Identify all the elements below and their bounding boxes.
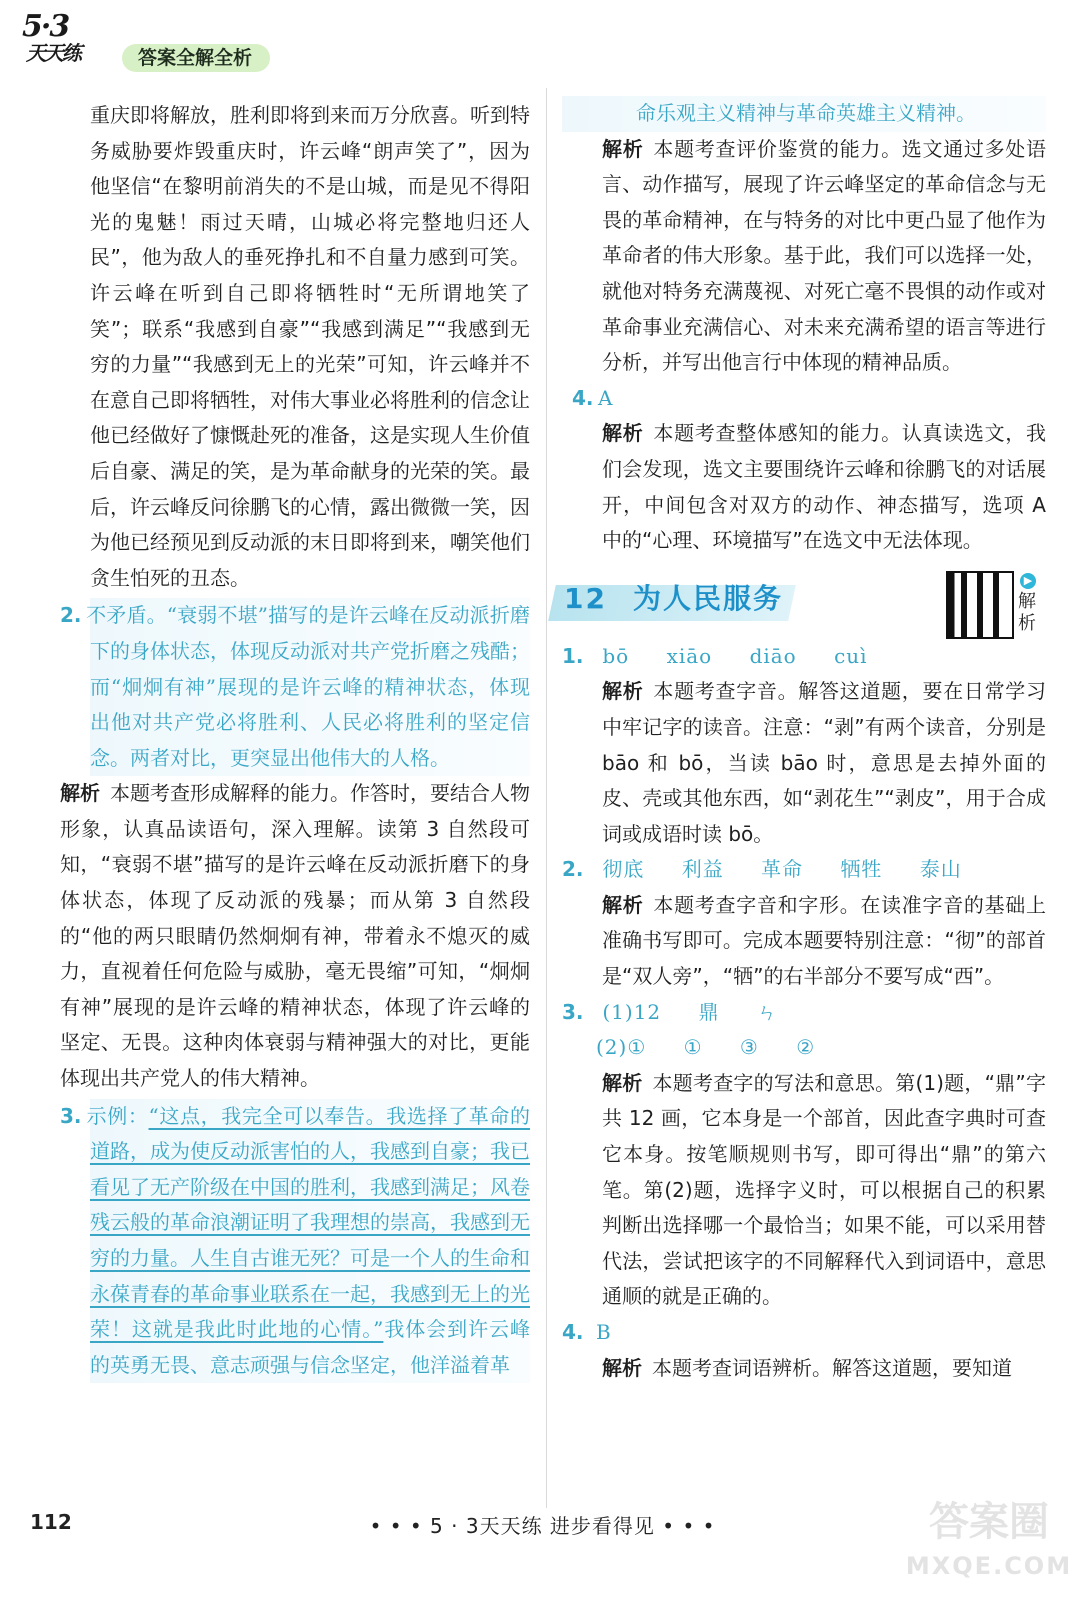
q3-answer-rest: 我体会到许云峰的英勇无畏、意志顽强与信念坚定，他洋溢着革 xyxy=(90,1317,530,1377)
q2-analysis-label: 解析 xyxy=(60,781,100,806)
s3-analysis xyxy=(562,1066,1046,1315)
brand-logo xyxy=(22,9,114,70)
q3-answer-block xyxy=(60,1099,531,1384)
s2-number: 2. xyxy=(562,857,584,882)
word-item: 牺牲 xyxy=(840,857,883,882)
left-column xyxy=(60,98,531,1383)
word-item: 利益 xyxy=(681,857,724,882)
q3-answer-continued: 命乐观主义精神与革命英雄主义精神。 xyxy=(562,96,1046,132)
s3-number: 3. xyxy=(562,999,584,1024)
section-heading xyxy=(552,571,1046,634)
q2-answer: 不矛盾。“衰弱不堪”描写的是许云峰在反动派折磨下的身体状态，体现反动派对共产党折磨之残酷；而“炯炯有神”展现的是许云峰的精神状态，体现出他对共产党必将胜利、人民必将胜利的坚定信念。两者对比，更突显出他伟大的人格。 xyxy=(86,603,530,770)
q2-analysis xyxy=(60,776,530,1096)
header-tag: 答案全解全析 xyxy=(122,44,270,72)
s3-item: ㄣ xyxy=(756,999,778,1024)
column-divider xyxy=(546,88,547,1508)
q2-analysis-text: 本题考查形成解释的能力。作答时，要结合人物形象，认真品读语句，深入理解。读第 3 自然段可知，“衰弱不堪”描写的是许云峰在反动派折磨下的身体状态，体现了反动派的残暴；而从第 3 自然段的“他的两只眼睛仍然炯炯有神，带着永不熄灭的威力，直视着任何危险与威胁，毫无畏缩”可知，“炯炯有神”展现的是许云峰的精神状态，体现了许云峰的坚定、无畏。这种肉体衰弱与精神强大的对比，更能体现出共产党人的伟大精神。 xyxy=(60,781,530,1091)
section-number: 12 xyxy=(564,581,607,615)
section-name: 为人民服务 xyxy=(632,581,783,615)
word-item: 彻底 xyxy=(602,857,645,882)
s1-number: 1. xyxy=(562,643,584,668)
s4-analysis xyxy=(562,1351,1046,1387)
s3-analysis-text: 本题考查字的写法和意思。第(1)题，“鼎”字共 12 画，它本身是一个部首，因此查字典时可查它本身。按笔顺规则书写，即可得出“鼎”的第六笔。第(2)题，选择字义时，可以根据自己的积累判断出选择哪一个最恰当；如果不能，可以采用替代法，尝试把该字的不同解释代入到词语中，意思通顺的就是正确的。 xyxy=(602,1070,1047,1309)
q4-answer-block xyxy=(562,381,1046,417)
s2-analysis-label: 解析 xyxy=(602,892,644,917)
q4-analysis xyxy=(562,416,1046,558)
qr-label: ▶ 解析 xyxy=(1018,573,1036,634)
q3-analysis-text: 本题考查评价鉴赏的能力。选文通过多处语言、动作描写，展现了许云峰坚定的革命信念与无畏的革命精神，在与特务的对比中更凸显了他作为革命者的伟大形象。基于此，我们可以选择一处，就他对特务充满蔑视、对死亡毫不畏惧的动作或对革命事业充满信心、对未来充满希望的语言等进行分析，并写出他言行中体现的精神品质。 xyxy=(602,136,1047,375)
word-item: 革命 xyxy=(761,857,804,882)
s2-analysis xyxy=(562,888,1046,995)
q4-number: 4. xyxy=(572,385,594,410)
pinyin-item: bō xyxy=(602,643,630,668)
pinyin-item: cuì xyxy=(834,643,868,668)
watermark-line2: MXQE.COM xyxy=(905,1552,1073,1580)
q2-number: 2. xyxy=(60,603,82,628)
s3-answer-line1 xyxy=(562,995,1046,1031)
pinyin-item: diāo xyxy=(749,643,797,668)
q3-number: 3. xyxy=(60,1103,82,1128)
q2-answer-block xyxy=(60,598,530,776)
pinyin-item: xiāo xyxy=(666,643,713,668)
page-header xyxy=(22,9,322,74)
s4-answer-block xyxy=(562,1315,1046,1351)
watermark-line1: 答案圈 xyxy=(929,1499,1049,1545)
s3-line1 xyxy=(602,1000,808,1024)
word-item: 泰山 xyxy=(919,857,962,882)
q3-analysis xyxy=(562,132,1046,381)
s1-pinyin xyxy=(602,644,897,668)
qr-code[interactable] xyxy=(946,571,1014,639)
s1-analysis xyxy=(562,674,1046,852)
s1-analysis-label: 解析 xyxy=(602,679,644,704)
logo-bottom: 天天练 xyxy=(26,41,80,65)
q3-prefix: 示例： xyxy=(86,1103,149,1128)
s3-item: (2)① xyxy=(596,1035,647,1060)
play-icon: ▶ xyxy=(1020,573,1036,589)
s4-analysis-text: 本题考查词语辨析。解答这道题，要知道 xyxy=(652,1355,1012,1380)
s3-item: ② xyxy=(796,1035,816,1060)
section-title xyxy=(564,581,783,617)
s3-item: ① xyxy=(683,1035,703,1060)
s1-answer-block xyxy=(562,639,1046,675)
s2-analysis-text: 本题考查字音和字形。在读准字音的基础上准确书写即可。完成本题要特别注意：“彻”的部首是“双人旁”，“牺”的右半部分不要写成“西”。 xyxy=(602,892,1047,989)
s4-answer: B xyxy=(596,1320,612,1344)
q3-analysis-label: 解析 xyxy=(602,136,644,161)
s4-analysis-label: 解析 xyxy=(602,1355,642,1380)
continued-paragraph: 重庆即将解放，胜利即将到来而万分欣喜。听到特务威胁要炸毁重庆时，许云峰“朗声笑了”，因为他坚信“在黎明前消失的不是山城，而是见不得阳光的鬼魅！雨过天晴，山城必将完整地归还人民”，他为敌人的垂死挣扎和不自量力感到可笑。许云峰在听到自己即将牺牲时“无所谓地笑了笑”；联系“我感到自豪”“我感到满足”“我感到无穷的力量”“我感到无上的光荣”可知，许云峰并不在意自己即将牺牲，对伟大事业必将胜利的信念让他已经做好了慷慨赴死的准备，这是实现人生价值后自豪、满足的笑，是为革命献身的光荣的笑。最后，许云峰反问徐鹏飞的心情，露出微微一笑，因为他已经预见到反动派的末日即将到来，嘲笑他们贪生怕死的丑态。 xyxy=(90,103,530,590)
q4-answer: A xyxy=(598,385,613,410)
logo-top: 5·3 xyxy=(22,9,69,44)
q4-analysis-label: 解析 xyxy=(602,421,644,446)
watermark xyxy=(905,1500,1073,1596)
q4-analysis-text: 本题考查整体感知的能力。认真读选文，我们会发现，选文主要围绕许云峰和徐鹏飞的对话展开，中间包含对双方的动作、神态描写，选项 A 中的“心理、环境描写”在选文中无法体现。 xyxy=(602,421,1047,553)
s1-analysis-text: 本题考查字音。解答这道题，要在日常学习中牢记字的读音。注意：“剥”有两个读音，分别是 bāo 和 bō，当读 bāo 时，意思是去掉外面的皮、壳或其他东西，如“剥花生”“剥皮”，用于合成词或成语时读 bō。 xyxy=(602,679,1047,846)
s3-line2 xyxy=(596,1035,845,1059)
s4-number: 4. xyxy=(562,1320,584,1344)
s3-item: ③ xyxy=(739,1035,759,1060)
footer-slogan: • • • 5 · 3天天练 进步看得见 • • • xyxy=(369,1514,716,1538)
s3-item: (1)12 xyxy=(602,999,662,1024)
s3-answer-line2 xyxy=(562,1030,1046,1066)
q3-answer-quote: “这点，我完全可以奉告。我选择了革命的道路，成为使反动派害怕的人，我感到自豪；我已看见了无产阶级在中国的胜利，我感到满足；风卷残云般的革命浪潮证明了我理想的崇高，我感到无穷的力量。人生自古谁无死？可是一个人的生命和永葆青春的革命事业联系在一起，我感到无上的光荣！这就是我此时此地的心情。” xyxy=(90,1103,531,1342)
s3-analysis-label: 解析 xyxy=(602,1070,643,1095)
page-number: 112 xyxy=(30,1510,72,1534)
right-column xyxy=(562,98,1046,1386)
s2-words xyxy=(602,857,991,881)
s3-item: 鼎 xyxy=(698,999,720,1024)
s2-answer-block xyxy=(562,852,1046,888)
